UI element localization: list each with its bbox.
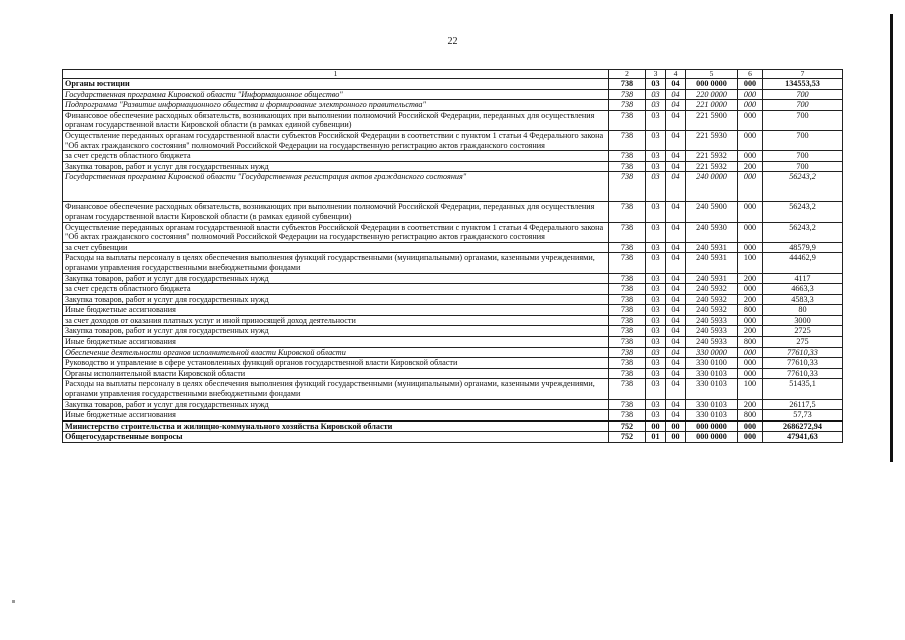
code-gr-cell: 738 <box>609 151 646 162</box>
code-gr-cell: 738 <box>609 326 646 337</box>
code-gr-cell: 738 <box>609 399 646 410</box>
code-vr-cell: 200 <box>738 161 763 172</box>
table-row <box>63 202 843 222</box>
code-rz-cell: 03 <box>646 172 666 202</box>
table-row <box>63 347 843 358</box>
code-gr-cell: 738 <box>609 89 646 100</box>
code-gr-cell: 738 <box>609 410 646 421</box>
code-pr-cell: 04 <box>666 379 686 399</box>
row-name-cell: Министерство строительства и жилищно-коммунального хозяйства Кировской области <box>63 421 609 432</box>
amount-cell: 700 <box>763 89 843 100</box>
row-name-cell: Закупка товаров, работ и услуг для государственных нужд <box>63 399 609 410</box>
row-name-cell: Обеспечение деятельности органов исполнительной власти Кировской области <box>63 347 609 358</box>
code-pr-cell: 04 <box>666 151 686 162</box>
code-rz-cell: 03 <box>646 368 666 379</box>
code-vr-cell: 200 <box>738 273 763 284</box>
code-csr-cell: 240 5931 <box>686 253 738 273</box>
code-csr-cell: 240 5900 <box>686 202 738 222</box>
code-pr-cell: 04 <box>666 110 686 130</box>
code-pr-cell: 04 <box>666 273 686 284</box>
row-name-cell: за счет средств областного бюджета <box>63 151 609 162</box>
column-header: 5 <box>686 70 738 79</box>
row-name-cell: Расходы на выплаты персоналу в целях обеспечения выполнения функций государственными (муниципальными) органами, казенными учреждениями, органами управления государственными внебюджетными фондами <box>63 253 609 273</box>
code-csr-cell: 240 5932 <box>686 284 738 295</box>
code-pr-cell: 04 <box>666 399 686 410</box>
code-rz-cell: 03 <box>646 399 666 410</box>
amount-cell: 4117 <box>763 273 843 284</box>
code-rz-cell: 03 <box>646 284 666 295</box>
row-name-cell: Общегосударственные вопросы <box>63 432 609 443</box>
row-name-cell: Иные бюджетные ассигнования <box>63 305 609 316</box>
code-vr-cell: 000 <box>738 110 763 130</box>
code-csr-cell: 221 5932 <box>686 161 738 172</box>
row-name-cell: за счет средств областного бюджета <box>63 284 609 295</box>
row-name-cell: Иные бюджетные ассигнования <box>63 337 609 348</box>
code-vr-cell: 000 <box>738 347 763 358</box>
code-rz-cell: 03 <box>646 202 666 222</box>
table-row <box>63 294 843 305</box>
code-vr-cell: 000 <box>738 100 763 111</box>
code-pr-cell: 04 <box>666 172 686 202</box>
row-name-cell: Осуществление переданных органам государственной власти субъектов Российской Федерации в соответствии с пунктом 1 статьи 4 Федерального закона "Об актах гражданского состояния" полномочий Российской Федерации на государственную регистрацию актов гражданского состояния <box>63 130 609 150</box>
code-pr-cell: 04 <box>666 89 686 100</box>
amount-cell: 134553,53 <box>763 79 843 90</box>
amount-cell: 2686272,94 <box>763 421 843 432</box>
column-header: 3 <box>646 70 666 79</box>
code-pr-cell: 04 <box>666 326 686 337</box>
row-name-cell: Руководство и управление в сфере установленных функций органов государственной власти Кировской области <box>63 358 609 369</box>
code-rz-cell: 03 <box>646 253 666 273</box>
code-csr-cell: 221 5930 <box>686 130 738 150</box>
code-csr-cell: 221 0000 <box>686 100 738 111</box>
code-gr-cell: 738 <box>609 100 646 111</box>
code-csr-cell: 240 5933 <box>686 315 738 326</box>
code-csr-cell: 240 5933 <box>686 337 738 348</box>
code-pr-cell: 04 <box>666 347 686 358</box>
amount-cell: 56243,2 <box>763 202 843 222</box>
code-gr-cell: 738 <box>609 110 646 130</box>
code-pr-cell: 04 <box>666 242 686 253</box>
code-gr-cell: 738 <box>609 305 646 316</box>
column-header: 6 <box>738 70 763 79</box>
code-vr-cell: 000 <box>738 79 763 90</box>
code-gr-cell: 752 <box>609 432 646 443</box>
code-rz-cell: 03 <box>646 294 666 305</box>
code-vr-cell: 200 <box>738 399 763 410</box>
code-gr-cell: 738 <box>609 242 646 253</box>
code-csr-cell: 330 0103 <box>686 379 738 399</box>
code-vr-cell: 000 <box>738 368 763 379</box>
table-row <box>63 161 843 172</box>
table-row <box>63 337 843 348</box>
code-rz-cell: 03 <box>646 305 666 316</box>
budget-table <box>62 69 843 443</box>
amount-cell: 700 <box>763 161 843 172</box>
code-vr-cell: 000 <box>738 358 763 369</box>
code-gr-cell: 738 <box>609 79 646 90</box>
code-rz-cell: 03 <box>646 222 666 242</box>
code-vr-cell: 200 <box>738 326 763 337</box>
code-pr-cell: 04 <box>666 315 686 326</box>
code-rz-cell: 03 <box>646 273 666 284</box>
amount-cell: 56243,2 <box>763 222 843 242</box>
table-row <box>63 242 843 253</box>
code-gr-cell: 738 <box>609 130 646 150</box>
column-header: 4 <box>666 70 686 79</box>
row-name-cell: Осуществление переданных органам государственной власти субъектов Российской Федерации в соответствии с пунктом 1 статьи 4 Федерального закона "Об актах гражданского состояния" полномочий Российской Федерации на государственную регистрацию актов гражданского состояния <box>63 222 609 242</box>
code-pr-cell: 04 <box>666 100 686 111</box>
amount-cell: 3000 <box>763 315 843 326</box>
code-pr-cell: 00 <box>666 432 686 443</box>
table-row <box>63 151 843 162</box>
amount-cell: 700 <box>763 110 843 130</box>
code-vr-cell: 000 <box>738 130 763 150</box>
code-pr-cell: 04 <box>666 358 686 369</box>
amount-cell: 26117,5 <box>763 399 843 410</box>
row-name-cell: Закупка товаров, работ и услуг для государственных нужд <box>63 161 609 172</box>
amount-cell: 275 <box>763 337 843 348</box>
row-name-cell: Органы юстиции <box>63 79 609 90</box>
table-row <box>63 253 843 273</box>
table-header-row <box>63 70 843 79</box>
row-name-cell: Закупка товаров, работ и услуг для государственных нужд <box>63 273 609 284</box>
code-rz-cell: 03 <box>646 379 666 399</box>
amount-cell: 77610,33 <box>763 368 843 379</box>
binding-edge-line <box>890 14 893 462</box>
table-row <box>63 379 843 399</box>
table-row <box>63 284 843 295</box>
table-row <box>63 326 843 337</box>
code-rz-cell: 03 <box>646 89 666 100</box>
amount-cell: 56243,2 <box>763 172 843 202</box>
table-row <box>63 410 843 421</box>
code-csr-cell: 000 0000 <box>686 421 738 432</box>
table-row <box>63 222 843 242</box>
amount-cell: 48579,9 <box>763 242 843 253</box>
code-csr-cell: 240 5931 <box>686 273 738 284</box>
code-vr-cell: 000 <box>738 421 763 432</box>
code-gr-cell: 738 <box>609 284 646 295</box>
code-vr-cell: 000 <box>738 202 763 222</box>
table-row <box>63 399 843 410</box>
code-rz-cell: 03 <box>646 337 666 348</box>
amount-cell: 44462,9 <box>763 253 843 273</box>
amount-cell: 77610,33 <box>763 358 843 369</box>
table-row <box>63 315 843 326</box>
code-rz-cell: 01 <box>646 432 666 443</box>
code-csr-cell: 240 5931 <box>686 242 738 253</box>
code-vr-cell: 000 <box>738 284 763 295</box>
code-rz-cell: 03 <box>646 410 666 421</box>
code-csr-cell: 330 0100 <box>686 358 738 369</box>
code-rz-cell: 03 <box>646 347 666 358</box>
code-pr-cell: 04 <box>666 410 686 421</box>
code-gr-cell: 738 <box>609 368 646 379</box>
code-vr-cell: 000 <box>738 432 763 443</box>
code-gr-cell: 738 <box>609 273 646 284</box>
row-name-cell: Органы исполнительной власти Кировской области <box>63 368 609 379</box>
code-rz-cell: 03 <box>646 79 666 90</box>
code-gr-cell: 738 <box>609 294 646 305</box>
code-pr-cell: 04 <box>666 202 686 222</box>
code-vr-cell: 000 <box>738 222 763 242</box>
code-rz-cell: 00 <box>646 421 666 432</box>
column-header: 2 <box>609 70 646 79</box>
table-row <box>63 432 843 443</box>
code-rz-cell: 03 <box>646 242 666 253</box>
code-rz-cell: 03 <box>646 100 666 111</box>
code-csr-cell: 000 0000 <box>686 79 738 90</box>
code-rz-cell: 03 <box>646 161 666 172</box>
code-csr-cell: 330 0103 <box>686 368 738 379</box>
code-vr-cell: 200 <box>738 294 763 305</box>
code-gr-cell: 738 <box>609 172 646 202</box>
column-header: 1 <box>63 70 609 79</box>
code-vr-cell: 000 <box>738 242 763 253</box>
code-vr-cell: 000 <box>738 172 763 202</box>
code-rz-cell: 03 <box>646 358 666 369</box>
page-number: 22 <box>447 36 458 47</box>
code-gr-cell: 738 <box>609 358 646 369</box>
code-rz-cell: 03 <box>646 326 666 337</box>
code-csr-cell: 240 5932 <box>686 305 738 316</box>
code-gr-cell: 738 <box>609 337 646 348</box>
table-row <box>63 110 843 130</box>
row-name-cell: Иные бюджетные ассигнования <box>63 410 609 421</box>
code-csr-cell: 000 0000 <box>686 432 738 443</box>
code-csr-cell: 240 5930 <box>686 222 738 242</box>
table-row <box>63 421 843 432</box>
code-pr-cell: 04 <box>666 284 686 295</box>
amount-cell: 47941,63 <box>763 432 843 443</box>
table-row <box>63 358 843 369</box>
table-row <box>63 89 843 100</box>
row-name-cell: Финансовое обеспечение расходных обязательств, возникающих при выполнении полномочий Российской Федерации, переданных для осуществления органам государственной власти Кировской области (в рамках единой субвенции) <box>63 110 609 130</box>
code-gr-cell: 752 <box>609 421 646 432</box>
code-gr-cell: 738 <box>609 161 646 172</box>
code-vr-cell: 800 <box>738 410 763 421</box>
code-pr-cell: 04 <box>666 130 686 150</box>
code-vr-cell: 100 <box>738 253 763 273</box>
amount-cell: 700 <box>763 100 843 111</box>
amount-cell: 700 <box>763 130 843 150</box>
row-name-cell: Закупка товаров, работ и услуг для государственных нужд <box>63 326 609 337</box>
amount-cell: 57,73 <box>763 410 843 421</box>
column-header: 7 <box>763 70 843 79</box>
code-csr-cell: 220 0000 <box>686 89 738 100</box>
code-gr-cell: 738 <box>609 315 646 326</box>
table-row <box>63 172 843 202</box>
code-gr-cell: 738 <box>609 379 646 399</box>
amount-cell: 77610,33 <box>763 347 843 358</box>
code-pr-cell: 04 <box>666 253 686 273</box>
row-name-cell: Государственная программа Кировской области "Государственная регистрация актов гражданского состояния" <box>63 172 609 202</box>
code-pr-cell: 04 <box>666 161 686 172</box>
code-csr-cell: 240 5933 <box>686 326 738 337</box>
amount-cell: 4663,3 <box>763 284 843 295</box>
code-pr-cell: 04 <box>666 79 686 90</box>
code-vr-cell: 000 <box>738 151 763 162</box>
amount-cell: 4583,3 <box>763 294 843 305</box>
row-name-cell: Подпрограмма "Развитие информационного общества и формирование электронного правительства" <box>63 100 609 111</box>
scan-artifact <box>12 600 15 603</box>
code-rz-cell: 03 <box>646 151 666 162</box>
code-rz-cell: 03 <box>646 110 666 130</box>
code-pr-cell: 04 <box>666 305 686 316</box>
code-vr-cell: 000 <box>738 315 763 326</box>
table-row <box>63 305 843 316</box>
code-rz-cell: 03 <box>646 315 666 326</box>
code-pr-cell: 04 <box>666 368 686 379</box>
code-pr-cell: 00 <box>666 421 686 432</box>
table-row <box>63 368 843 379</box>
row-name-cell: Расходы на выплаты персоналу в целях обеспечения выполнения функций государственными (муниципальными) органами, казенными учреждениями, органами управления государственными внебюджетными фондами <box>63 379 609 399</box>
code-csr-cell: 330 0103 <box>686 399 738 410</box>
code-vr-cell: 800 <box>738 305 763 316</box>
code-gr-cell: 738 <box>609 202 646 222</box>
code-vr-cell: 000 <box>738 89 763 100</box>
table-row <box>63 130 843 150</box>
code-gr-cell: 738 <box>609 347 646 358</box>
table-row <box>63 273 843 284</box>
code-csr-cell: 330 0000 <box>686 347 738 358</box>
amount-cell: 2725 <box>763 326 843 337</box>
amount-cell: 700 <box>763 151 843 162</box>
row-name-cell: за счет доходов от оказания платных услуг и иной приносящей доход деятельности <box>63 315 609 326</box>
amount-cell: 51435,1 <box>763 379 843 399</box>
code-pr-cell: 04 <box>666 337 686 348</box>
code-csr-cell: 221 5900 <box>686 110 738 130</box>
row-name-cell: Закупка товаров, работ и услуг для государственных нужд <box>63 294 609 305</box>
code-csr-cell: 240 5932 <box>686 294 738 305</box>
row-name-cell: Финансовое обеспечение расходных обязательств, возникающих при выполнении полномочий Российской Федерации, переданных для осуществления органам государственной власти Кировской области (в рамках единой субвенции) <box>63 202 609 222</box>
row-name-cell: за счет субвенции <box>63 242 609 253</box>
code-gr-cell: 738 <box>609 253 646 273</box>
table-row <box>63 100 843 111</box>
row-name-cell: Государственная программа Кировской области "Информационное общество" <box>63 89 609 100</box>
code-csr-cell: 221 5932 <box>686 151 738 162</box>
amount-cell: 80 <box>763 305 843 316</box>
code-csr-cell: 240 0000 <box>686 172 738 202</box>
code-vr-cell: 800 <box>738 337 763 348</box>
code-gr-cell: 738 <box>609 222 646 242</box>
code-csr-cell: 330 0103 <box>686 410 738 421</box>
table-row <box>63 79 843 90</box>
code-vr-cell: 100 <box>738 379 763 399</box>
code-pr-cell: 04 <box>666 294 686 305</box>
code-rz-cell: 03 <box>646 130 666 150</box>
code-pr-cell: 04 <box>666 222 686 242</box>
